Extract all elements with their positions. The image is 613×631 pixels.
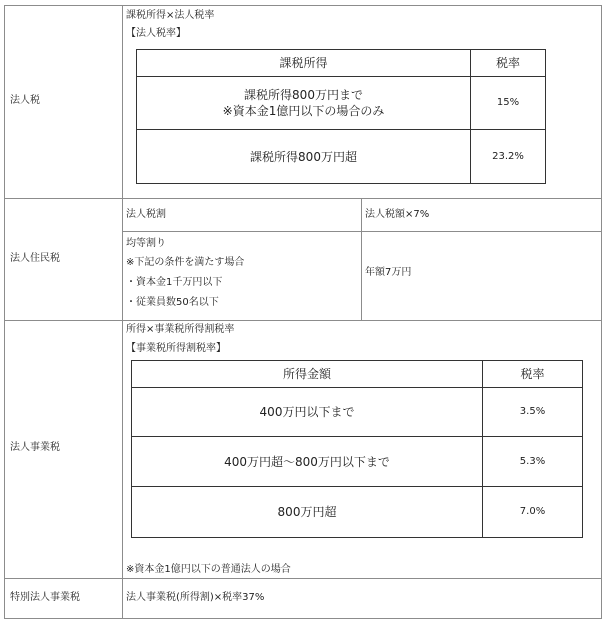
grid-line [4, 320, 602, 321]
tier-2-income: 400万円超～800万円以下まで [224, 454, 390, 469]
tier-1-rate: 15% [496, 97, 520, 108]
business-tax-note: ※資本金1億円以下の普通法人の場合 [126, 564, 291, 575]
header-rate: 税率 [520, 367, 545, 381]
corporate-tax-rate-table [136, 49, 546, 184]
business-tax-formula: 所得×事業税所得割税率 [126, 324, 235, 335]
equal-split-line-3: ・資本金1千万円以下 [126, 277, 223, 288]
business-tax-rate-table [131, 360, 583, 538]
grid-line [4, 578, 602, 579]
tier-1-income: 400万円以下まで [259, 405, 355, 419]
grid-line [122, 231, 602, 232]
grid-line [122, 5, 123, 619]
equal-split-line-2: ※下記の条件を満たす場合 [126, 257, 245, 268]
row-label-special-business-tax: 特別法人事業税 [10, 592, 80, 603]
grid-line [4, 5, 5, 619]
tier-3-rate: 7.0% [519, 506, 546, 517]
grid-line [4, 618, 602, 619]
tax-split-label: 法人税割 [126, 209, 166, 220]
grid-line [601, 5, 602, 619]
corporate-tax-formula: 課税所得×法人税率 [126, 10, 215, 21]
row-label-corporate-tax: 法人税 [10, 95, 40, 106]
equal-split-line-1: 均等割り [126, 238, 166, 249]
business-tax-table-title: 【事業税所得割税率】 [126, 343, 226, 354]
equal-split-line-4: ・従業員数50名以下 [126, 297, 219, 308]
tier-1-income [137, 77, 470, 129]
tax-split-value: 法人税額×7% [365, 209, 430, 220]
grid-line [4, 5, 602, 6]
header-rate: 税率 [495, 56, 520, 70]
row-label-business-tax: 法人事業税 [10, 442, 60, 453]
header-income: 課税所得 [279, 56, 328, 70]
tier-2-rate: 23.2% [492, 150, 524, 162]
tier-2-income: 課税所得800万円超 [250, 149, 357, 164]
tier-1-line1: 課税所得800万円まで [244, 88, 363, 102]
tier-1-rate: 3.5% [519, 406, 546, 417]
grid-line [4, 198, 602, 199]
tier-2-rate: 5.3% [519, 455, 546, 467]
grid-line [361, 198, 362, 321]
equal-split-value: 年額7万円 [365, 267, 412, 278]
row-label-resident-tax: 法人住民税 [10, 253, 60, 264]
special-business-tax-formula: 法人事業税(所得割)×税率37% [126, 592, 265, 603]
header-income: 所得金額 [282, 367, 331, 381]
tier-3-income: 800万円超 [277, 505, 337, 519]
corporate-tax-table-title: 【法人税率】 [126, 28, 186, 39]
tier-1-line2: ※資本金1億円以下の場合のみ [222, 104, 385, 118]
